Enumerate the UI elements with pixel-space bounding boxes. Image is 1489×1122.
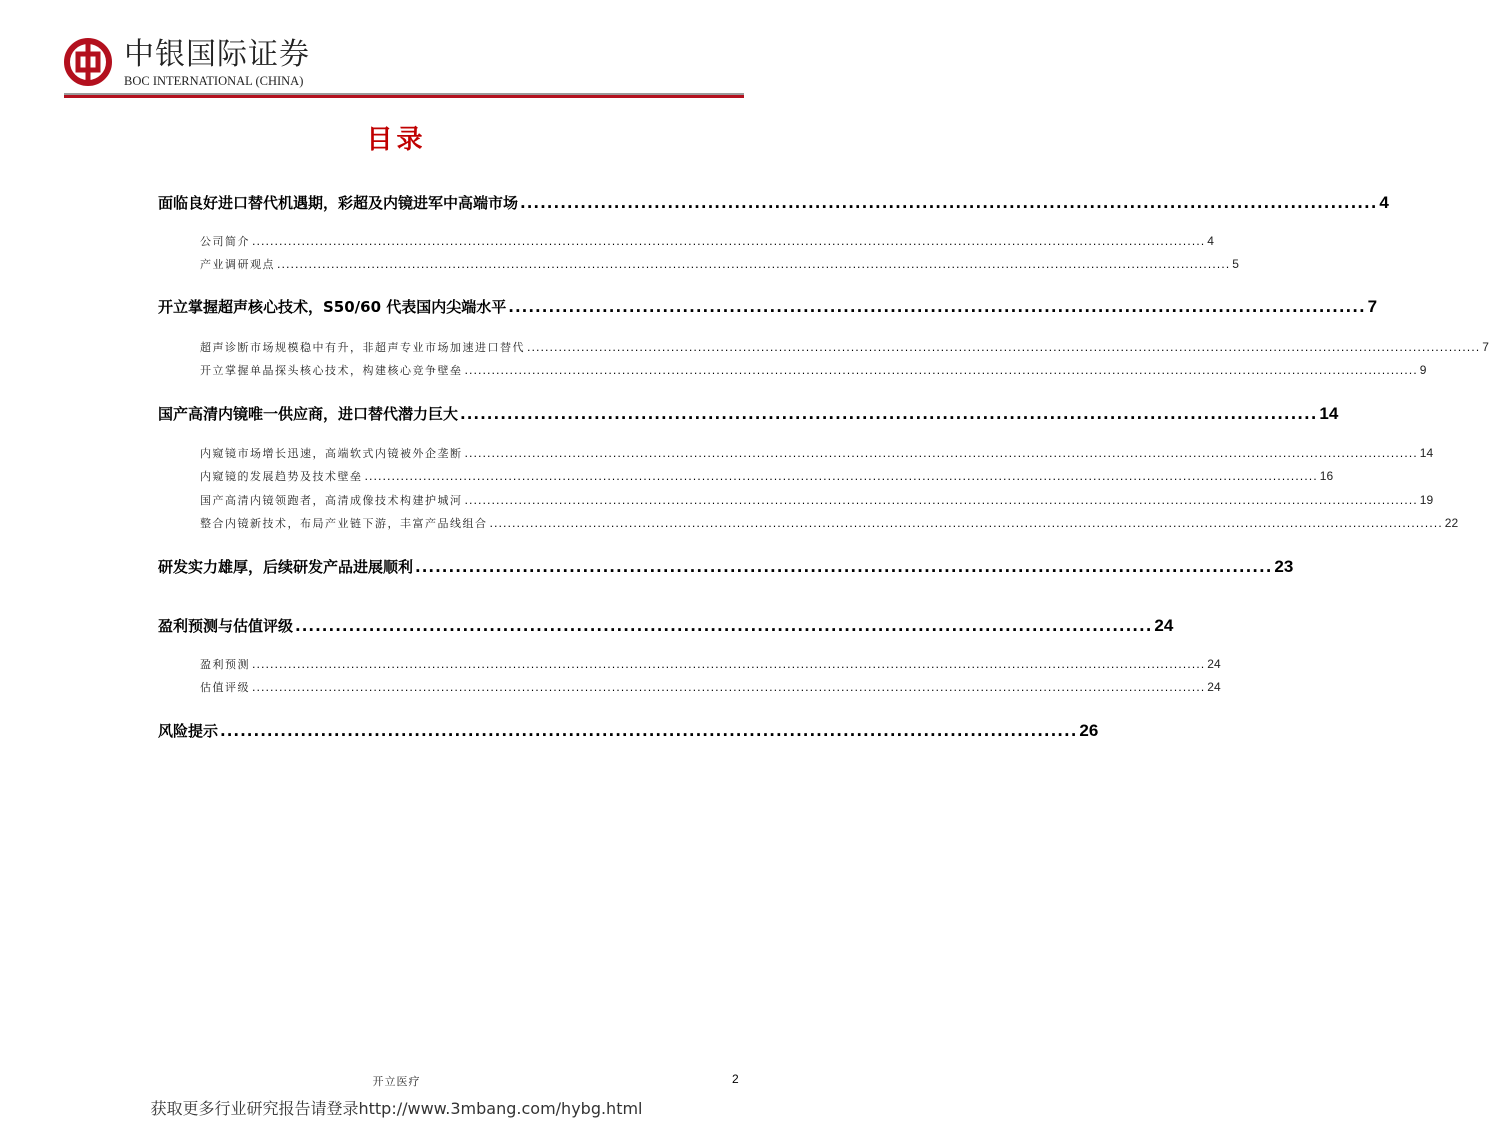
toc-leader-dots: .................................................................................................................................................................................................................... [364,470,1318,483]
toc-entry[interactable] [158,721,1099,741]
toc-entry-page: 4 [1379,193,1389,212]
toc-leader-dots: .................................................................................................................................................................................................................... [277,258,1231,271]
toc-entry[interactable] [158,297,1378,317]
toc-entry-title: 超声诊断市场规模稳中有升，非超声专业市场加速进口替代 [200,341,525,354]
toc-entry[interactable] [200,256,1239,273]
footer-page-number: 2 [732,1072,739,1086]
toc-leader-dots: .................................................................................................................................................................................................................... [527,341,1481,354]
toc-leader-dots: ................................................................................................................................ [520,194,1378,212]
toc-entry-title: 风险提示 [158,722,219,740]
toc-entry-title: 国产高清内镜唯一供应商，进口替代潜力巨大 [158,405,459,423]
toc-entry-page: 4 [1207,234,1214,248]
toc-entry[interactable] [158,616,1174,636]
toc-entry-title: 整合内镜新技术，布局产业链下游，丰富产品线组合 [200,517,488,530]
toc-entry[interactable] [200,339,1489,356]
toc-entry-page: 5 [1232,257,1239,271]
toc-entry-page: 7 [1367,297,1378,316]
toc-entry[interactable] [200,445,1434,462]
toc-entry[interactable] [200,679,1221,696]
toc-leader-dots: .................................................................................................................................................................................................................... [252,681,1206,694]
toc-entry[interactable] [200,656,1221,673]
toc-entry-title: 面临良好进口替代机遇期，彩超及内镜进军中高端市场 [158,194,519,212]
toc-entry-page: 24 [1207,680,1221,694]
toc-title: 目录 [366,125,427,155]
brand-name-english: BOC INTERNATIONAL (CHINA) [124,74,304,88]
toc-entry-page: 9 [1419,363,1427,377]
boc-logo-icon [64,38,112,86]
toc-leader-dots: ................................................................................................................................ [415,558,1273,576]
toc-leader-dots: .................................................................................................................................................................................................................... [464,447,1418,460]
header-divider-accent [64,95,744,98]
toc-entry-title: 估值评级 [200,681,250,694]
toc-entry-title: 开立掌握单晶探头核心技术，构建核心竞争壁垒 [200,364,463,377]
toc-entry-title: 盈利预测与估值评级 [158,617,294,635]
footer-promo-link[interactable]: 获取更多行业研究报告请登录http://www.3mbang.com/hybg.html [150,1099,643,1118]
toc-entry[interactable] [200,362,1427,379]
toc-entry-title: 内窥镜的发展趋势及技术壁垒 [200,470,363,483]
toc-entry-title: 研发实力雄厚，后续研发产品进展顺利 [158,558,414,576]
toc-leader-dots: ................................................................................................................................ [295,617,1153,635]
toc-entry-page: 26 [1079,721,1099,740]
toc-entry[interactable] [200,492,1434,509]
toc-leader-dots: .................................................................................................................................................................................................................... [464,494,1418,507]
toc-entry-page: 22 [1444,516,1459,530]
toc-entry-page: 24 [1154,616,1174,635]
toc-entry-page: 7 [1482,340,1489,354]
toc-entry[interactable] [200,515,1459,532]
toc-leader-dots: ................................................................................................................................ [508,298,1366,316]
toc-entry[interactable] [200,468,1334,485]
toc-entry[interactable] [158,193,1389,213]
toc-entry-page: 24 [1207,657,1221,671]
toc-leader-dots: .................................................................................................................................................................................................................... [252,658,1206,671]
toc-entry-page: 16 [1319,469,1334,483]
toc-entry-title: 盈利预测 [200,658,250,671]
toc-entry-title: 国产高清内镜领跑者，高清成像技术构建护城河 [200,494,463,507]
toc-leader-dots: .................................................................................................................................................................................................................... [489,517,1443,530]
toc-leader-dots: ................................................................................................................................ [220,722,1078,740]
page-header [64,36,744,98]
toc-entry-page: 23 [1274,557,1294,576]
footer-company: 开立医疗 [372,1075,421,1088]
toc-entry[interactable] [200,233,1214,250]
toc-entry[interactable] [158,404,1339,424]
toc-entry-page: 14 [1319,404,1339,423]
toc-entry-page: 14 [1419,446,1434,460]
toc-leader-dots: .................................................................................................................................................................................................................... [464,364,1418,377]
toc-leader-dots: .................................................................................................................................................................................................................... [252,235,1206,248]
toc-entry-title: 公司简介 [200,235,250,248]
toc-entry-title: 内窥镜市场增长迅速，高端软式内镜被外企垄断 [200,447,463,460]
brand-name-chinese: 中银国际证券 [124,37,310,72]
toc-leader-dots: ................................................................................................................................ [460,405,1318,423]
toc-entry-title: 产业调研观点 [200,258,275,271]
toc-entry-title: 开立掌握超声核心技术，S50/60 代表国内尖端水平 [158,298,507,316]
toc-entry-page: 19 [1419,493,1434,507]
toc-entry[interactable] [158,557,1294,577]
